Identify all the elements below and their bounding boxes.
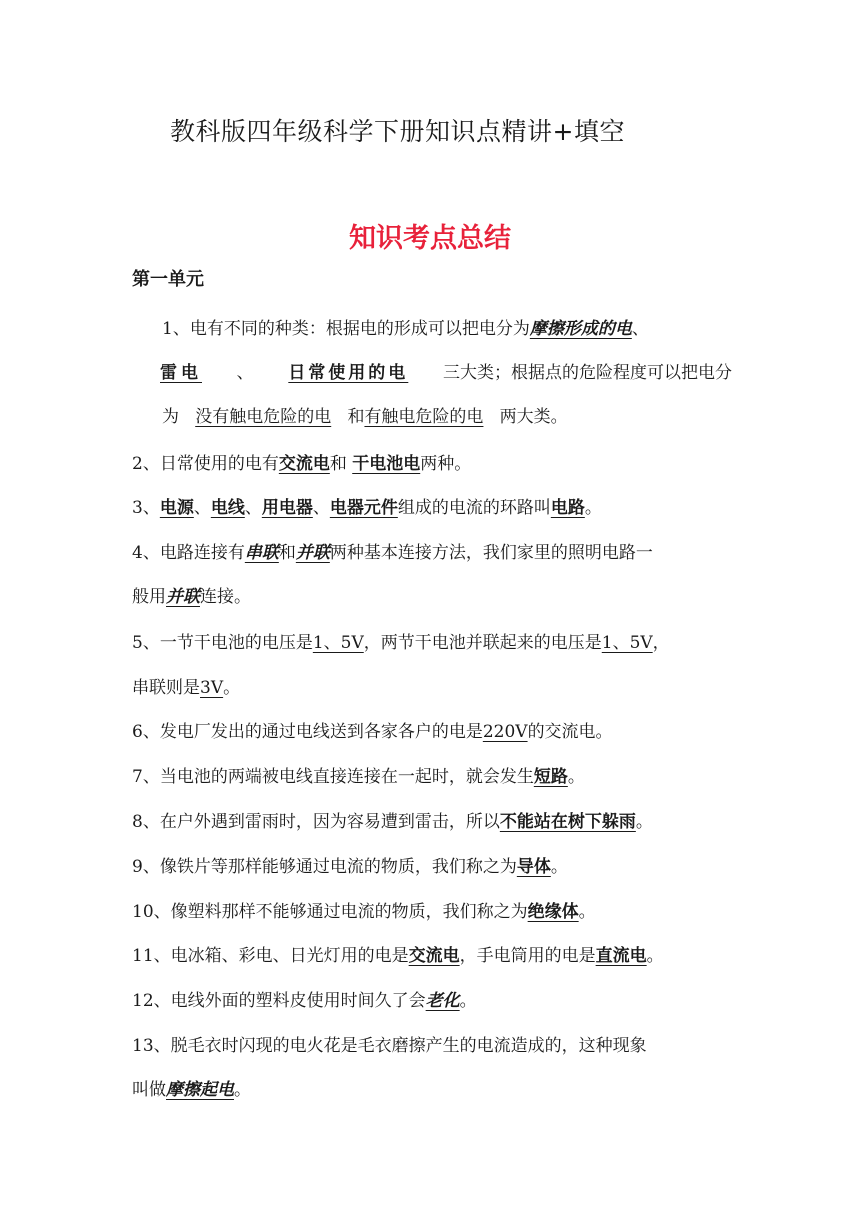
item-text: 的交流电。 [527,722,613,742]
answer-blank: 并联 [166,587,200,607]
item-text: 和 [347,407,365,427]
item-text: 组成的电流的环路叫 [397,498,551,518]
answer-blank: 没有触电危险的电 [195,407,332,427]
item-text: 6、发电厂发出的通过电线送到各家各户的电是 [132,722,483,742]
item-text: 和 [278,543,296,563]
item-text: 、 [312,498,330,518]
item-text: 12、电线外面的塑料皮使用时间久了会 [132,991,426,1011]
answer-blank: 电源 [159,498,194,518]
item-text: ， [652,633,670,653]
item-4-line-2 [132,582,732,607]
document-title: 教科版四年级科学下册知识点精讲+填空 [170,117,625,146]
answer-blank: 绝缘体 [527,902,579,922]
item-text: 叫做 [132,1080,166,1100]
item-11 [132,941,732,966]
answer-blank: 摩擦起电 [166,1080,234,1100]
item-text: 两种基本连接方法，我们家里的照明电路一 [329,543,653,563]
item-text: 9、像铁片等那样能够通过电流的物质，我们称之为 [132,857,517,877]
answer-blank: 雷电 [160,363,202,383]
item-3 [132,493,732,518]
item-text: 。 [223,678,241,698]
answer-blank: 交流电 [408,946,460,966]
item-9 [132,852,732,877]
answer-blank: 不能站在树下躲雨 [499,812,636,832]
answer-blank: 并联 [295,543,330,563]
item-13-line-1 [132,1031,732,1056]
item-4-line-1 [132,538,732,563]
item-2 [132,449,732,474]
item-text: 两大类。 [499,407,568,427]
answer-blank: 3V [200,678,224,698]
answer-blank: 摩擦形成的电 [529,319,632,339]
answer-blank: 干电池电 [352,454,421,474]
item-text: 、 [236,363,254,383]
answer-blank: 短路 [533,767,568,787]
item-5-line-1 [132,628,732,653]
answer-blank: 电线 [210,498,245,518]
item-text: ，手电筒用的电是 [459,946,596,966]
answer-blank: 电器元件 [329,498,398,518]
item-6 [132,717,732,742]
item-text: 。 [459,991,477,1011]
item-text: 8、在户外遇到雷雨时，因为容易遭到雷击，所以 [132,812,500,832]
item-text: 7、当电池的两端被电线直接连接在一起时，就会发生 [132,767,534,787]
item-10 [132,897,732,922]
item-text: 串联则是 [132,678,200,698]
answer-blank: 电路 [550,498,585,518]
item-text: 三大类；根据点的危险程度可以把电分 [442,363,732,383]
item-text: 。 [578,902,596,922]
item-text: 。 [646,946,664,966]
item-text: 13、脱毛衣时闪现的电火花是毛衣磨擦产生的电流造成的，这种现象 [132,1036,647,1056]
item-13-line-2 [132,1075,732,1100]
answer-blank: 串联 [244,543,279,563]
item-text: 。 [635,812,653,832]
item-5-line-2 [132,673,732,698]
item-text: 10、像塑料那样不能够通过电流的物质，我们称之为 [132,902,528,922]
answer-blank: 老化 [425,991,460,1011]
item-text: 和 [329,454,347,474]
item-8 [132,807,732,832]
item-text: 。 [550,857,568,877]
item-text: 、 [244,498,262,518]
answer-blank: 1、5V [312,633,364,653]
item-12 [132,986,732,1011]
item-text: ，两节干电池并联起来的电压是 [363,633,602,653]
answer-blank: 有触电危险的电 [364,407,484,427]
item-text: 3、 [132,498,160,518]
item-text: 。 [567,767,585,787]
item-text: 11、电冰箱、彩电、日光灯用的电是 [132,946,409,966]
item-text: 。 [234,1080,251,1100]
item-text: 两种。 [420,454,472,474]
item-7 [132,762,732,787]
answer-blank: 用电器 [261,498,313,518]
item-text: 1、电有不同的种类：根据电的形成可以把电分为 [162,319,530,339]
item-text: 。 [584,498,602,518]
item-text: 5、一节干电池的电压是 [132,633,313,653]
answer-blank: 1、5V [601,633,653,653]
unit-heading: 第一单元 [132,269,204,290]
item-1-line-3 [162,402,762,427]
item-text: 2、日常使用的电有 [132,454,279,474]
answer-blank: 日常使用的电 [288,363,409,383]
item-text: 4、电路连接有 [132,543,245,563]
item-1-line-1 [162,314,762,339]
answer-blank: 直流电 [595,946,647,966]
section-title: 知识考点总结 [349,223,511,254]
item-text: 、 [631,319,649,339]
answer-blank: 导体 [516,857,551,877]
item-1-line-2 [132,358,732,383]
item-text: 般用 [132,587,166,607]
answer-blank: 交流电 [278,454,330,474]
item-text: 为 [162,407,179,427]
answer-blank: 220V [482,722,528,742]
item-text: 、 [193,498,211,518]
item-text: 连接。 [200,587,251,607]
